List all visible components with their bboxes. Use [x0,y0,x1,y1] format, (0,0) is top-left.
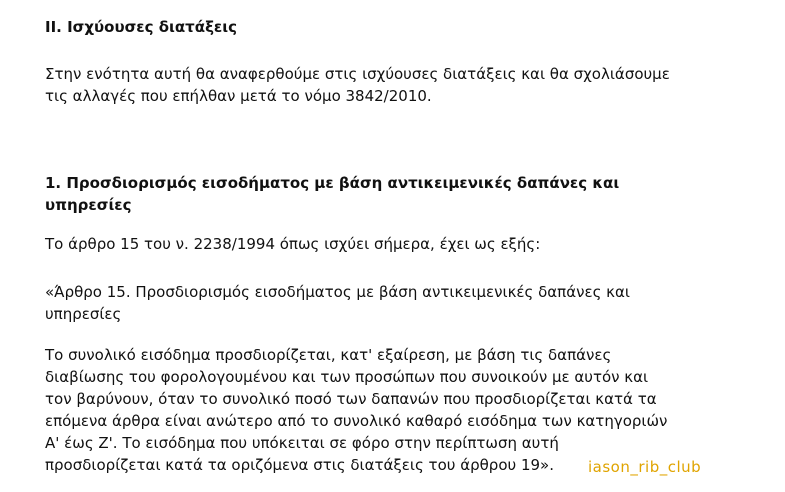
article-body-line: τον βαρύνουν, όταν το συνολικό ποσό των δαπανών που προσδιορίζεται κατά τα [45,390,657,408]
intro-line: Στην ενότητα αυτή θα αναφερθούμε στις ισχύουσες διατάξεις και θα σχολιάσουμε [45,65,670,83]
section-heading-text: ΙΙ. Ισχύουσες διατάξεις [45,18,238,36]
intro-line: τις αλλαγές που επήλθαν μετά το νόμο 3842/2010. [45,87,432,105]
section-heading [45,16,237,38]
article-body-line: Το συνολικό εισόδημα προσδιορίζεται, κατ' εξαίρεση, με βάση τις δαπάνες [45,346,612,364]
subsection-heading [45,172,619,216]
article-body-line: διαβίωσης του φορολογουμένου και των προσώπων που συνοικούν με αυτόν και [45,368,649,386]
intro-paragraph [45,63,670,107]
article-title [45,281,630,325]
subsection-heading-line: 1. Προσδιορισμός εισοδήματος με βάση αντικειμενικές δαπάνες και [45,174,620,192]
subsection-heading-line: υπηρεσίες [45,196,132,214]
article-title-line: υπηρεσίες [45,305,122,323]
article-intro [45,233,540,255]
article-body [45,344,667,476]
article-body-line: προσδιορίζεται κατά τα οριζόμενα στις διατάξεις του άρθρου 19». [45,456,554,474]
article-intro-text: Το άρθρο 15 του ν. 2238/1994 όπως ισχύει σήμερα, έχει ως εξής: [45,235,541,253]
article-body-line: επόμενα άρθρα είναι ανώτερο από το συνολικό καθαρό εισόδημα των κατηγοριών [45,412,668,430]
article-body-line: Α' έως Ζ'. Το εισόδημα που υπόκειται σε φόρο στην περίπτωση αυτή [45,434,559,452]
watermark-text: iason_rib_club [588,458,702,476]
article-title-line: «Άρθρο 15. Προσδιορισμός εισοδήματος με βάση αντικειμενικές δαπάνες και [45,283,630,301]
